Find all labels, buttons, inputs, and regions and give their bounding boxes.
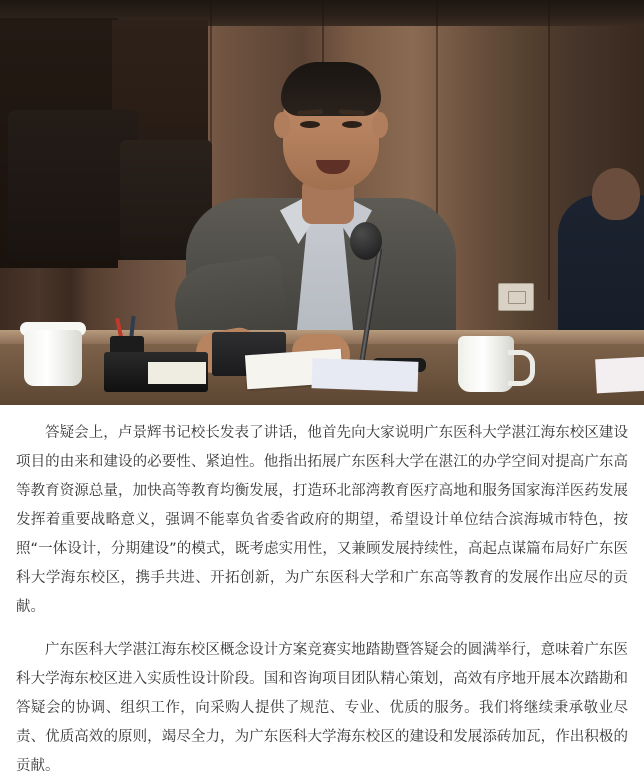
- document-sheet: [312, 358, 419, 392]
- speaker-eye-right: [342, 121, 362, 128]
- speaker-ear-left: [274, 112, 290, 138]
- document-sheet: [595, 357, 644, 394]
- speaker-eye-left: [300, 121, 320, 128]
- seated-attendee-head: [592, 168, 640, 220]
- article-body: [0, 405, 644, 781]
- name-plate-card: [148, 362, 206, 384]
- article-paragraph: 广东医科大学湛江海东校区概念设计方案竞赛实地踏勘暨答疑会的圆满举行，意味着广东医科大学海东校区进入实质性设计阶段。国和咨询项目团队精心策划，高效有序地开展本次踏勘和答疑会的协调、组织工作，向采购人提供了规范、专业、优质的服务。我们将继续秉承敬业尽责、优质高效的原则，竭尽全力，为广东医科大学海东校区的建设和发展添砖加瓦，作出积极的贡献。: [16, 642, 628, 774]
- article-paragraph: 答疑会上，卢景辉书记校长发表了讲话，他首先向大家说明广东医科大学湛江海东校区建设项目的由来和建设的必要性、紧迫性。他指出拓展广东医科大学在湛江的办学空间对提高广东高等教育资源总量，加快高等教育均衡发展，打造环北部湾教育医疗高地和服务国家海洋医药发展发挥着重要战略意义，强调不能辜负省委省政府的期望，希望设计单位结合滨海城市特色，按照“一体设计，分期建设”的模式，既考虑实用性，又兼顾发展持续性，高起点谋篇布局好广东医科大学海东校区，携手共进、开拓创新，为广东医科大学和广东高等教育的发展作出应尽的贡献。: [16, 425, 628, 615]
- coffee-mug-handle: [508, 350, 535, 386]
- speaker-hair: [281, 62, 381, 116]
- microphone-head: [350, 222, 382, 260]
- tea-cup: [24, 330, 82, 386]
- background-chair: [8, 110, 138, 260]
- wall-seam: [548, 0, 550, 300]
- coffee-mug: [458, 336, 514, 392]
- power-outlet: [498, 283, 534, 311]
- speaker-ear-right: [372, 112, 388, 138]
